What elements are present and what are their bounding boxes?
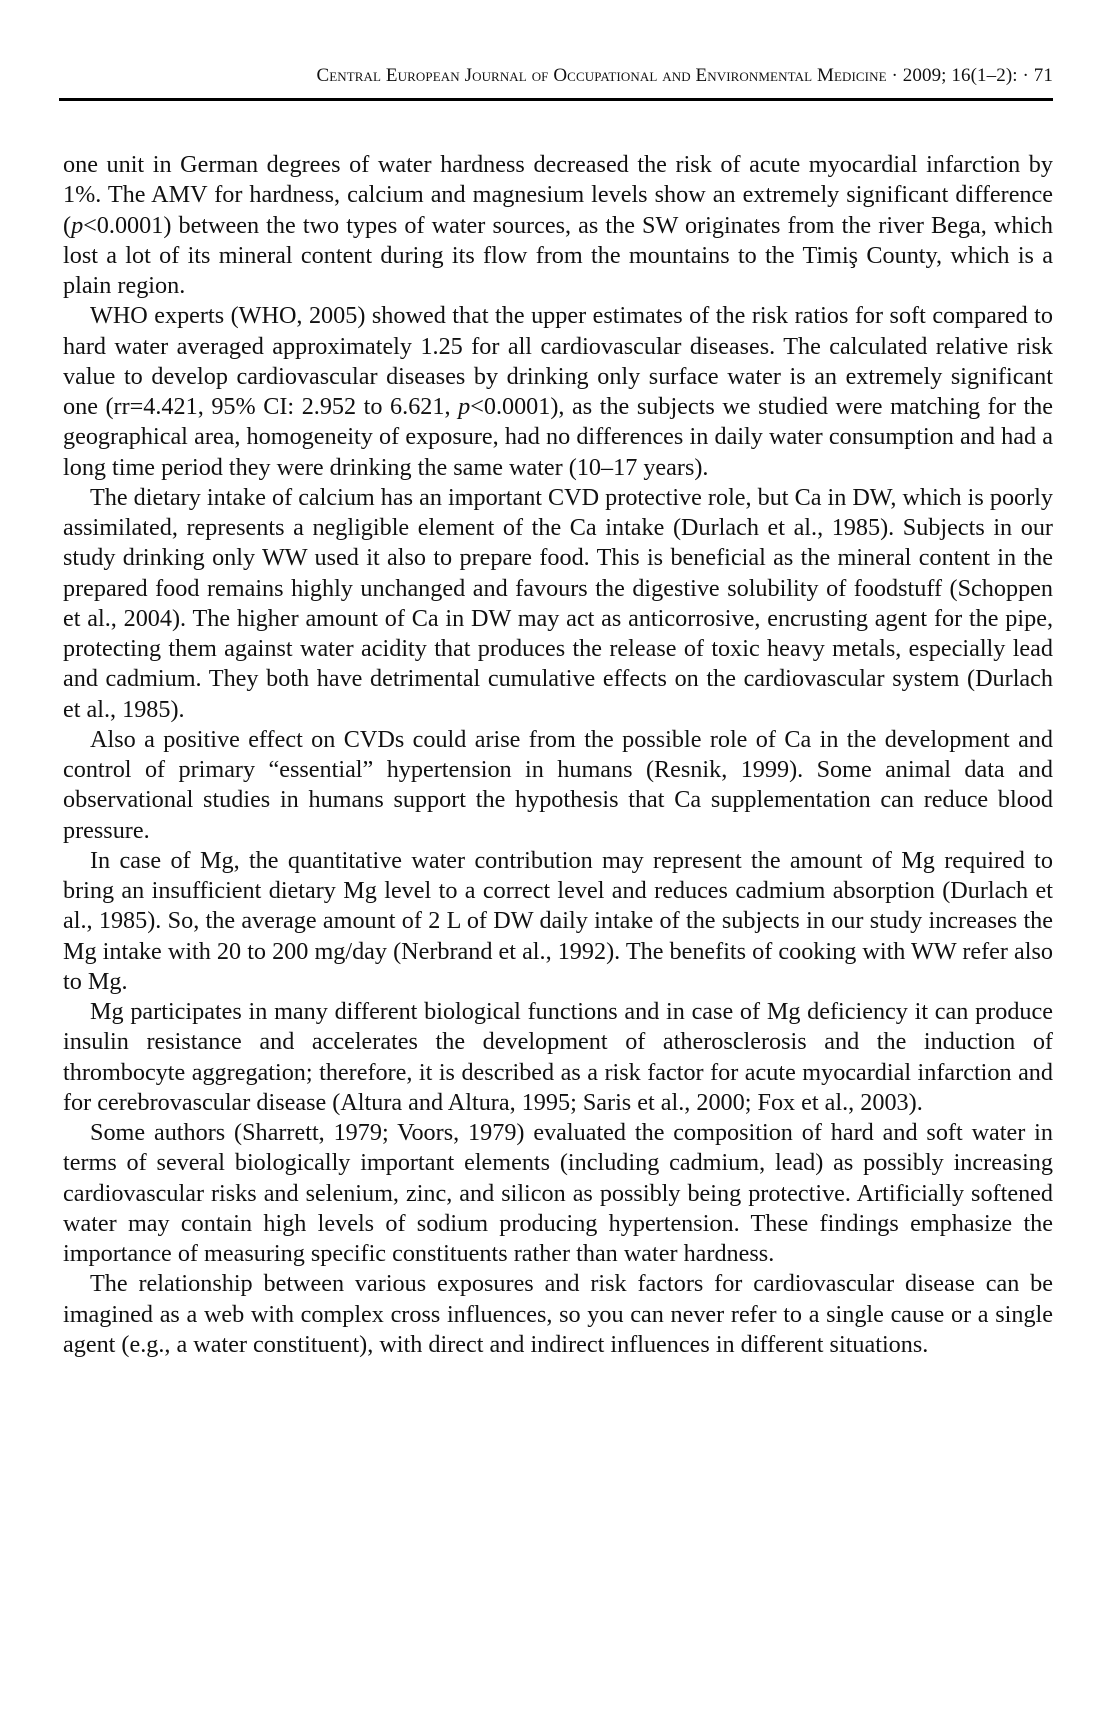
text-run: WHO experts (WHO, 2005) showed that the upper estimates of the risk ratios for soft compared to hard water averaged approximately 1.25 for all cardiovascular diseases. The calculated relative risk value to develop cardiovascular diseases by drinking only surface water is an extremely significant one (rr=4.421, 95% CI: 2.952 to 6.621, xyxy=(63,302,1053,420)
journal-title: Central European Journal of Occupational and Environmental Medicine xyxy=(316,65,887,86)
paragraph: Some authors (Sharrett, 1979; Voors, 1979) evaluated the composition of hard and soft water in terms of several biologically important elements (including cadmium, lead) as possibly increasing cardiovascular risks and selenium, zinc, and silicon as possibly being protective. Artificially softened water may contain high levels of sodium producing hypertension. These findings emphasize the importance of measuring specific constituents rather than water hardness. xyxy=(63,1119,1053,1267)
italic-p: p xyxy=(458,393,471,420)
paragraph xyxy=(63,301,1053,483)
body-text xyxy=(63,150,1053,1360)
header-separator: · xyxy=(886,65,903,86)
italic-p: p xyxy=(71,211,84,239)
paragraph: Also a positive effect on CVDs could arise from the possible role of Ca in the development and control of primary “essential” hypertension in humans (Resnik, 1999). Some animal data and observational studies in humans support the hypothesis that Ca supplementation can reduce blood pressure. xyxy=(63,725,1053,844)
paragraph: In case of Mg, the quantitative water contribution may represent the amount of Mg required to bring an insufficient dietary Mg level to a correct level and reduces cadmium absorption (Durlach et al., 1985). So, the average amount of 2 L of DW daily intake of the subjects in our study increases the Mg intake with 20 to 200 mg/day (Nerbrand et al., 1992). The benefits of cooking with WW refer also to Mg. xyxy=(63,846,1053,995)
header-separator: · xyxy=(1017,65,1034,86)
paragraph: Mg participates in many different biological functions and in case of Mg deficiency it can produce insulin resistance and accelerates the development of atherosclerosis and the induction of thrombocyte aggregation; therefore, it is described as a risk factor for acute myocardial infarction and for cerebrovascular disease (Altura and Altura, 1995; Saris et al., 2000; Fox et al., 2003). xyxy=(63,998,1053,1116)
text-run: <0.0001) between the two types of water sources, as the SW originates from the river Bega, which lost a lot of its mineral content during its flow from the mountains to the Timiş County, which is a plain region. xyxy=(63,211,1053,299)
text-run: <0.0001), as the subjects we studied were matching for the geographical area, homogeneity of exposure, had no differences in daily water consumption and had a long time period they were drinking the same water (10–17 years). xyxy=(63,393,1053,481)
paragraph: The relationship between various exposures and risk factors for cardiovascular disease can be imagined as a web with complex cross influences, so you can never refer to a single cause or a single agent (e.g., a water constituent), with direct and indirect influences in different situations. xyxy=(63,1270,1053,1358)
citation: 2009; 16(1–2): xyxy=(902,65,1018,86)
header-rule xyxy=(59,98,1053,101)
text-run: one unit in German degrees of water hardness decreased the risk of acute myocardial infarction by 1%. The AMV for hardness, calcium and magnesium levels show an extremely significant difference ( xyxy=(63,151,1053,239)
running-header xyxy=(59,62,1053,90)
paragraph: The dietary intake of calcium has an important CVD protective role, but Ca in DW, which is poorly assimilated, represents a negligible element of the Ca intake (Durlach et al., 1985). Subjects in our study drinking only WW used it also to prepare food. This is beneficial as the mineral content in the prepared food remains highly unchanged and favours the digestive solubility of foodstuff (Schoppen et al., 2004). The higher amount of Ca in DW may act as anticorrosive, encrusting agent for the pipe, protecting them against water acidity that produces the release of toxic heavy metals, especially lead and cadmium. They both have detrimental cumulative effects on the cardiovascular system (Durlach et al., 1985). xyxy=(63,483,1053,723)
page-number: 71 xyxy=(1033,65,1053,86)
paragraph xyxy=(63,150,1053,301)
